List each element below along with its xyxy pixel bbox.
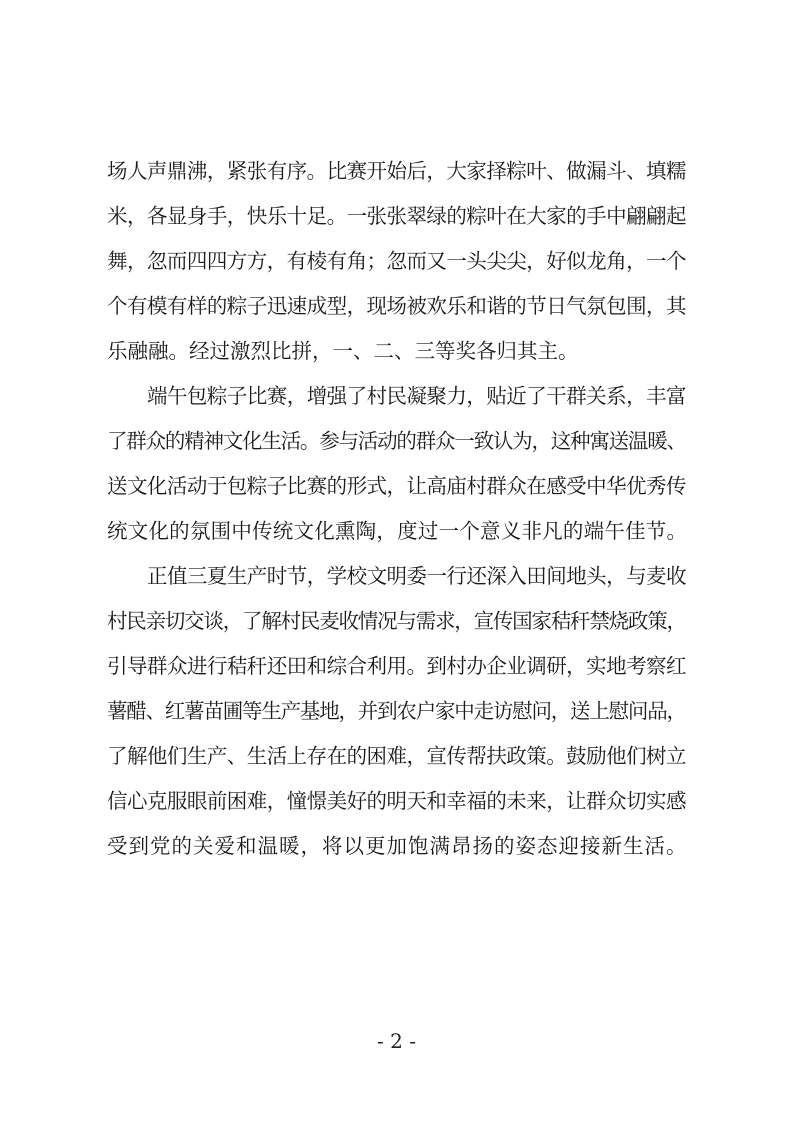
- page-number: - 2 -: [377, 1029, 416, 1053]
- paragraph-1-line-4: 个有模有样的粽子迅速成型，现场被欢乐和谐的节日气氛包围，其: [107, 294, 686, 318]
- paragraph-2-line-2: 了群众的精神文化生活。参与活动的群众一致认为，这种寓送温暖、: [107, 429, 686, 453]
- paragraph-1-line-3: 舞，忽而四四方方，有棱有角；忽而又一头尖尖，好似龙角，一个: [107, 249, 686, 273]
- paragraph-2-line-1: 端午包粽子比赛，增强了村民凝聚力，贴近了干群关系，丰富: [147, 384, 686, 408]
- paragraph-1-line-1: 场人声鼎沸，紧张有序。比赛开始后，大家择粽叶、做漏斗、填糯: [107, 159, 686, 183]
- paragraph-3-line-2: 村民亲切交谈，了解村民麦收情况与需求，宣传国家秸秆禁烧政策，: [107, 609, 686, 633]
- paragraph-1-line-5: 乐融融。经过激烈比拼，一、二、三等奖各归其主。: [107, 339, 579, 363]
- paragraph-3-line-4: 薯醋、红薯苗圃等生产基地，并到农户家中走访慰问，送上慰问品，: [107, 699, 686, 723]
- paragraph-3-line-5: 了解他们生产、生活上存在的困难，宣传帮扶政策。鼓励他们树立: [107, 744, 686, 768]
- paragraph-3-line-3: 引导群众进行秸秆还田和综合利用。到村办企业调研，实地考察红: [107, 654, 686, 678]
- paragraph-2-line-3: 送文化活动于包粽子比赛的形式，让高庙村群众在感受中华优秀传: [107, 474, 686, 498]
- paragraph-2-line-4: 统文化的氛围中传统文化熏陶，度过一个意义非凡的端午佳节。: [107, 519, 688, 543]
- paragraph-1-line-2: 米，各显身手，快乐十足。一张张翠绿的粽叶在大家的手中翩翩起: [107, 204, 686, 228]
- paragraph-3-line-6: 信心克服眼前困难，憧憬美好的明天和幸福的未来，让群众切实感: [107, 789, 686, 813]
- paragraph-3-line-1: 正值三夏生产时节，学校文明委一行还深入田间地头，与麦收: [147, 564, 686, 588]
- paragraph-3-line-7: 受到党的关爱和温暖，将以更加饱满昂扬的姿态迎接新生活。: [107, 834, 688, 858]
